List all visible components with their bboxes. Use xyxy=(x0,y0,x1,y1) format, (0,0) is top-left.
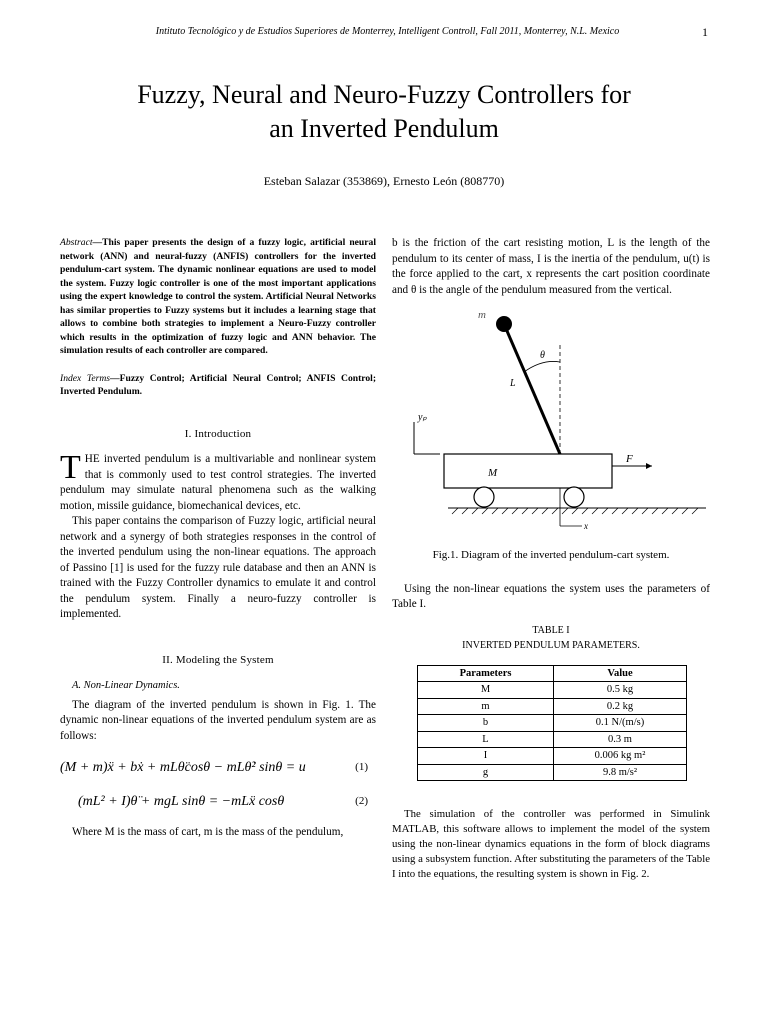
table-row xyxy=(418,748,687,765)
index-terms-label: Index Terms xyxy=(60,372,111,384)
label-y: yₚ xyxy=(418,412,427,423)
label-x-axis: x xyxy=(584,521,588,531)
angle-arc xyxy=(524,361,560,372)
table-title-2: INVERTED PENDULUM PARAMETERS. xyxy=(462,639,640,651)
table-row xyxy=(418,764,687,781)
equation-1-number: (1) xyxy=(355,761,368,773)
equation-1 xyxy=(60,760,376,776)
equation-2-number: (2) xyxy=(355,794,368,807)
intro-para-2: This paper contains the comparison of Fuzzy logic, artificial neural network and a synergy of both strategies responses in the control of the inverted pendulum using the non-linear equations. The approach of Passino [1] is used for the fuzzy rule database and then an ANN is trained with the Fuzzy Controller dynamics to emulate it and control the pendulum system. Finally a neuro-fuzzy controller is implemented. xyxy=(60,515,376,620)
table-cell: L xyxy=(418,731,554,748)
table-cell: m xyxy=(418,698,554,715)
table-cell: 0.2 kg xyxy=(554,698,687,715)
wheel-left xyxy=(474,487,494,507)
right-column xyxy=(392,236,710,882)
abstract xyxy=(60,236,376,358)
equation-2-body: (mL² + I)θ̈ + mgL sinθ = −mLẍ cosθ xyxy=(78,793,285,809)
table-cell: M xyxy=(418,682,554,699)
index-terms xyxy=(60,372,376,399)
table-title xyxy=(392,623,710,653)
table-title-1: TABLE I xyxy=(532,624,570,636)
label-F: F xyxy=(626,453,633,465)
table-cell: b xyxy=(418,715,554,732)
table-cell: 0.3 m xyxy=(554,731,687,748)
index-terms-text: —Fuzzy Control; Artificial Neural Control; ANFIS Control; Inverted Pendulum. xyxy=(60,372,377,397)
modeling-subheading: A. Non-Linear Dynamics. xyxy=(72,680,180,691)
parameters-table xyxy=(417,665,687,782)
table-intro: Using the non-linear equations the system uses the parameters of Table I. xyxy=(392,582,710,610)
modeling-heading: II. Modeling the System xyxy=(162,653,274,666)
authors: Esteban Salazar (353869), Ernesto León (808770) xyxy=(263,174,505,188)
table-cell: 9.8 m/s² xyxy=(554,764,687,781)
table-row xyxy=(418,731,687,748)
table-header-row xyxy=(418,665,687,682)
intro-para-1-text: HE inverted pendulum is a multivariable and nonlinear system that is commonly used to test control strategies. The inverted pendulum may simulate natural phenomena such as the walking motion, missile guidance, biomechanical devices, etc. xyxy=(60,453,376,512)
running-head: Intituto Tecnológico y de Estudios Superiores de Monterrey, Intelligent Controll, Fall 2011, Monterrey, N.L. Mexico xyxy=(155,26,620,37)
label-m: m xyxy=(478,309,486,321)
title-line-2: an Inverted Pendulum xyxy=(269,114,499,143)
paper-title xyxy=(60,78,708,146)
figure-caption: Fig.1. Diagram of the inverted pendulum-cart system. xyxy=(432,549,670,561)
abstract-label: Abstract xyxy=(60,237,93,248)
cart xyxy=(444,454,612,488)
label-theta: θ xyxy=(540,350,545,361)
table-row xyxy=(418,682,687,699)
table-cell: 0.006 kg m² xyxy=(554,748,687,765)
modeling-para-2: Where M is the mass of cart, m is the mass of the pendulum, xyxy=(72,826,344,838)
dropcap: T xyxy=(60,449,81,486)
pendulum-figure xyxy=(392,304,710,542)
equation-1-body: (M + m)ẍ + bẋ + mLθ̈cosθ − mLθ̇² sinθ = u xyxy=(60,760,306,775)
table-row xyxy=(418,698,687,715)
table-cell: 0.5 kg xyxy=(554,682,687,699)
table-header: Value xyxy=(554,665,687,682)
equation-2 xyxy=(60,794,376,810)
modeling-para-1: The diagram of the inverted pendulum is shown in Fig. 1. The dynamic non-linear equations of the inverted pendulum system are as follows: xyxy=(60,698,376,742)
table-cell: g xyxy=(418,764,554,781)
title-line-1: Fuzzy, Neural and Neuro-Fuzzy Controllers for xyxy=(137,80,631,109)
table-cell: I xyxy=(418,748,554,765)
pendulum-mass xyxy=(496,316,512,332)
left-column xyxy=(60,236,376,841)
table-header: Parameters xyxy=(418,665,554,682)
label-M: M xyxy=(488,467,498,479)
wheel-right xyxy=(564,487,584,507)
variables-paragraph: b is the friction of the cart resisting motion, L is the length of the pendulum to its center of mass, I is the inertia of the pendulum, u(t) is the force applied to the cart, x represents the cart position coordinate and θ is the angle of the pendulum measured from the vertical. xyxy=(392,237,710,296)
table-cell: 0.1 N/(m/s) xyxy=(554,715,687,732)
table-row xyxy=(418,715,687,732)
label-L: L xyxy=(510,378,516,389)
abstract-text: —This paper presents the design of a fuzzy logic, artificial neural network (ANN) and neural-fuzzy (ANFIS) controllers for the inverted pendulum-cart system. The dynamic nonlinear equations are used to model the system. Fuzzy logic controller is one of the most important applications using the expert knowledge to control the system. Artificial Neural Networks has similar properties to Fuzzy systems but it includes a learning stage that allows to combine both strategies to implement a Neuro-Fuzzy controller which results in the optimization of fuzzy logic and ANN behavior. The simulation results of each controller are compared. xyxy=(60,237,376,356)
simulation-paragraph: The simulation of the controller was performed in Simulink MATLAB, this software allows to implement the model of the system using the non-linear dynamics equations in the form of block diagrams using a subsystem function. After substituting the parameters of the Table I into the equations, the resulting system is shown in Fig. 2. xyxy=(392,808,710,880)
page-number: 1 xyxy=(702,25,708,39)
intro-para-1 xyxy=(60,449,376,514)
ground-hatch xyxy=(452,508,698,514)
intro-heading: I. Introduction xyxy=(184,427,252,440)
